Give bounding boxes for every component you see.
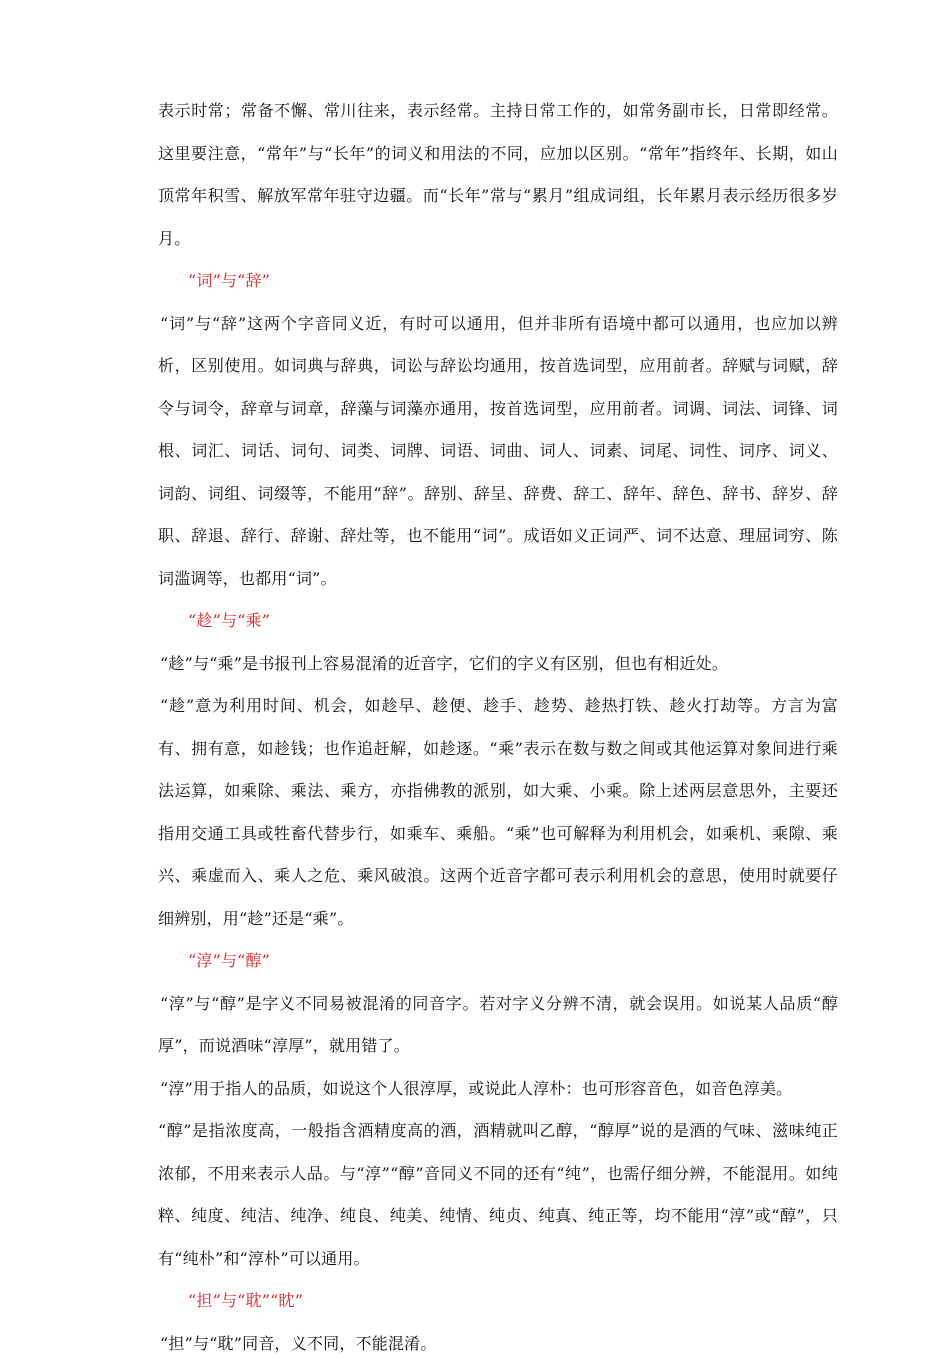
heading-chun-chun: “淳”与“醇” bbox=[158, 940, 838, 983]
heading-dan-dan-dan: “担”与“耽”“眈” bbox=[158, 1280, 838, 1323]
paragraph-chen-cheng-detail: “趁”意为利用时间、机会，如趁早、趁便、趁手、趁势、趁热打铁、趁火打劫等。方言为富有、拥有意，如趁钱；也作追赶解，如趁逐。“乘”表示在数与数之间或其他运算对象间进行乘法运算，如乘除、乘法、乘方，亦指佛教的派别，如大乘、小乘。除上述两层意思外，主要还指用交通工具或牲畜代替步行，如乘车、乘船。“乘”也可解释为利用机会，如乘机、乘隙、乘兴、乘虚而入、乘人之危、乘风破浪。这两个近音字都可表示利用机会的意思，使用时就要仔细辨别，用“趁”还是“乘”。 bbox=[158, 685, 838, 940]
document-page bbox=[158, 90, 838, 1365]
paragraph-chun-usage: “淳”用于指人的品质，如说这个人很淳厚，或说此人淳朴：也可形容音色，如音色淳美。 bbox=[158, 1068, 838, 1111]
paragraph-chen-cheng-intro: “趁”与“乘”是书报刊上容易混淆的近音字，它们的字义有区别，但也有相近处。 bbox=[158, 643, 838, 686]
paragraph-chun-alcohol: “醇”是指浓度高，一般指含酒精度高的酒，酒精就叫乙醇，“醇厚”说的是酒的气味、滋味纯正浓郁，不用来表示人品。与“淳”“醇”音同义不同的还有“纯”，也需仔细分辨，不能混用。如纯粹、纯度、纯洁、纯净、纯良、纯美、纯情、纯贞、纯真、纯正等，均不能用“淳”或“醇”，只有“纯朴”和“淳朴”可以通用。 bbox=[158, 1110, 838, 1280]
paragraph-chun-chun-intro: “淳”与“醇”是字义不同易被混淆的同音字。若对字义分辨不清，就会误用。如说某人品质“醇厚”，而说酒味“淳厚”，就用错了。 bbox=[158, 983, 838, 1068]
heading-ci-ci: “词”与“辞” bbox=[158, 260, 838, 303]
paragraph-dan-dan: “担”与“耽”同音，义不同，不能混淆。 bbox=[158, 1323, 838, 1365]
heading-chen-cheng: “趁”与“乘” bbox=[158, 600, 838, 643]
paragraph-ci-ci: “词”与“辞”这两个字音同义近，有时可以通用，但并非所有语境中都可以通用，也应加以辨析，区别使用。如词典与辞典，词讼与辞讼均通用，按首选词型，应用前者。辞赋与词赋，辞令与词令，辞章与词章，辞藻与词藻亦通用，按首选词型，应用前者。词调、词法、词锋、词根、词汇、词话、词句、词类、词牌、词语、词曲、词人、词素、词尾、词性、词序、词义、词韵、词组、词缀等，不能用“辞”。辞别、辞呈、辞费、辞工、辞年、辞色、辞书、辞岁、辞职、辞退、辞行、辞谢、辞灶等，也不能用“词”。成语如义正词严、词不达意、理屈词穷、陈词滥调等，也都用“词”。 bbox=[158, 303, 838, 601]
paragraph-changnian: 表示时常；常备不懈、常川往来，表示经常。主持日常工作的，如常务副市长，日常即经常。这里要注意，“常年”与“长年”的词义和用法的不同，应加以区别。“常年”指终年、长期，如山顶常年积雪、解放军常年驻守边疆。而“长年”常与“累月”组成词组，长年累月表示经历很多岁月。 bbox=[158, 90, 838, 260]
